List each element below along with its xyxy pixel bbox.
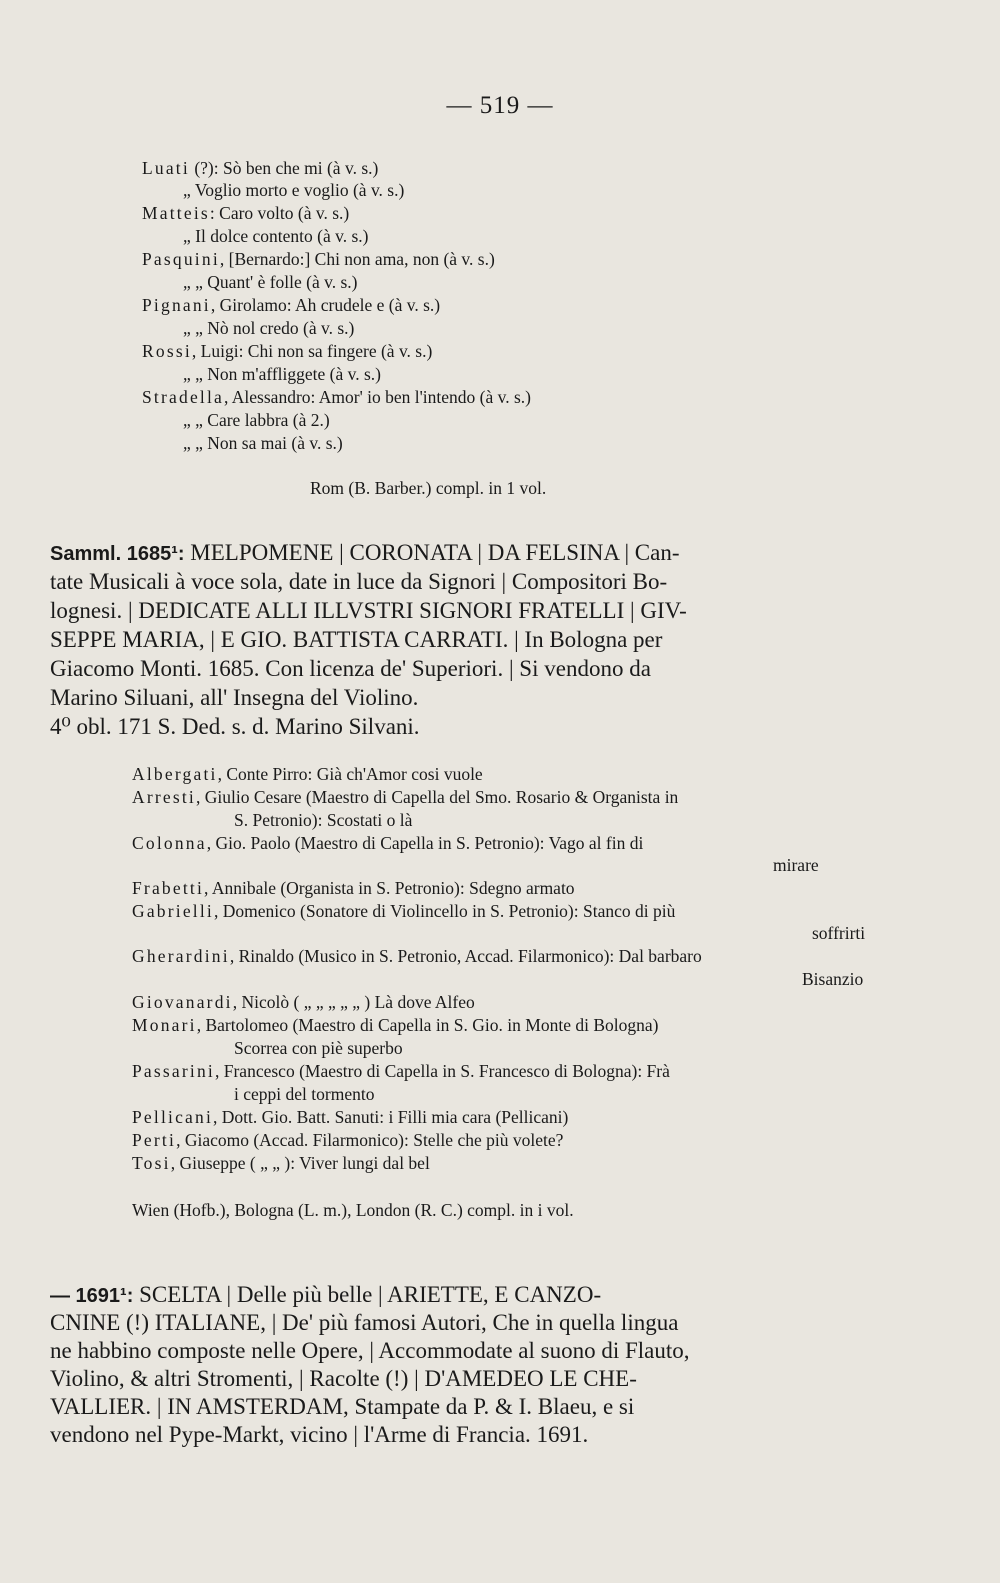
entry-text: : Caro volto (à v. s.) xyxy=(209,203,350,223)
sammlung-title-line: — 1691¹: SCELTA | Delle più belle | ARIETTE, E CANZO- xyxy=(50,1282,602,1307)
composer-name: Luati xyxy=(142,158,190,178)
list-item xyxy=(183,318,354,338)
sammlung-title-line: Marino Siluani, all' Insegna del Violino. xyxy=(50,685,419,710)
library-location: Wien (Hofb.), Bologna (L. m.), London (R. C.) compl. in i vol. xyxy=(132,1200,574,1220)
entry-text: „ „ Care labbra (à 2.) xyxy=(183,410,330,430)
composer-name: Matteis xyxy=(142,203,210,223)
sammlung-title-line: VALLIER. | IN AMSTERDAM, Stampate da P. & I. Blaeu, e si xyxy=(50,1394,635,1419)
list-item-cont: i ceppi del tormento xyxy=(234,1084,375,1104)
entry-text: „ Voglio morto e voglio (à v. s.) xyxy=(183,180,405,200)
list-item xyxy=(183,364,381,384)
sammlung-title-line: lognesi. | DEDICATE ALLI ILLVSTRI SIGNORI FRATELLI | GIV- xyxy=(50,598,687,623)
entry-text: , Luigi: Chi non sa fingere (à v. s.) xyxy=(191,341,433,361)
entry-text: „ „ Non sa mai (à v. s.) xyxy=(183,433,343,453)
list-item-cont: mirare xyxy=(773,855,819,875)
sammlung-label: — 1691¹: xyxy=(50,1285,134,1307)
sammlung-format-line: 4⁰ obl. 171 S. Ded. s. d. Marino Silvani. xyxy=(50,714,420,739)
list-item xyxy=(183,180,404,200)
entry-text: , Alessandro: Amor' io ben l'intendo (à v. s.) xyxy=(224,387,532,407)
list-item: Monari, Bartolomeo (Maestro di Capella in S. Gio. in Monte di Bologna) xyxy=(132,1015,659,1035)
list-item: Giovanardi, Nicolò ( „ „ „ „ „ ) Là dove Alfeo xyxy=(132,992,475,1012)
list-item: Albergati, Conte Pirro: Già ch'Amor cosi vuole xyxy=(132,764,483,784)
sammlung-title-line: vendono nel Pype-Markt, vicino | l'Arme di Francia. 1691. xyxy=(50,1422,589,1447)
list-item xyxy=(142,387,531,407)
list-item xyxy=(142,249,495,269)
entry-text: „ „ Quant' è folle (à v. s.) xyxy=(183,272,358,292)
composer-name: Stradella xyxy=(142,387,224,407)
sammlung-title-line: CNINE (!) ITALIANE, | De' più famosi Autori, Che in quella lingua xyxy=(50,1310,679,1335)
sammlung-title-line: tate Musicali à voce sola, date in luce da Signori | Compositori Bo- xyxy=(50,569,668,594)
list-item xyxy=(142,295,440,315)
entry-text: „ „ Non m'affliggete (à v. s.) xyxy=(183,364,382,384)
list-item: Frabetti, Annibale (Organista in S. Petronio): Sdegno armato xyxy=(132,878,575,898)
list-item xyxy=(183,272,358,292)
composer-name: Rossi xyxy=(142,341,192,361)
list-item-cont: soffrirti xyxy=(812,923,866,943)
sammlung-title-line: Giacomo Monti. 1685. Con licenza de' Superiori. | Si vendono da xyxy=(50,656,651,681)
sammlung-title-line: Violino, & altri Stromenti, | Racolte (!) | D'AMEDEO LE CHE- xyxy=(50,1366,637,1391)
list-item xyxy=(142,158,378,178)
page-number: — 519 — xyxy=(446,92,554,119)
list-item xyxy=(142,341,432,361)
list-item: Gherardini, Rinaldo (Musico in S. Petronio, Accad. Filarmonico): Dal barbaro xyxy=(132,946,702,966)
list-item: Perti, Giacomo (Accad. Filarmonico): Stelle che più volete? xyxy=(132,1130,564,1150)
list-item: Colonna, Gio. Paolo (Maestro di Capella in S. Petronio): Vago al fin di xyxy=(132,833,644,853)
entry-text: , Girolamo: Ah crudele e (à v. s.) xyxy=(210,295,441,315)
composer-name: Pasquini xyxy=(142,249,220,269)
list-item: Passarini, Francesco (Maestro di Capella in S. Francesco di Bologna): Frà xyxy=(132,1061,670,1081)
entry-text: „ Il dolce contento (à v. s.) xyxy=(183,226,369,246)
list-item xyxy=(183,410,330,430)
library-location: Rom (B. Barber.) compl. in 1 vol. xyxy=(310,478,547,498)
list-item xyxy=(183,226,368,246)
list-item xyxy=(142,203,349,223)
list-item xyxy=(183,433,343,453)
list-item-cont: Bisanzio xyxy=(802,969,864,989)
sammlung-title-line: SEPPE MARIA, | E GIO. BATTISTA CARRATI. | In Bologna per xyxy=(50,627,663,652)
list-item: Gabrielli, Domenico (Sonatore di Violincello in S. Petronio): Stanco di più xyxy=(132,901,676,921)
entry-text: (?): Sò ben che mi (à v. s.) xyxy=(189,158,379,178)
list-item: Arresti, Giulio Cesare (Maestro di Capella del Smo. Rosario & Organista in xyxy=(132,787,679,807)
composer-name: Pignani xyxy=(142,295,211,315)
list-item-cont: Scorrea con piè superbo xyxy=(234,1038,403,1058)
list-item: Tosi, Giuseppe ( „ „ ): Viver lungi dal bel xyxy=(132,1153,430,1173)
entry-text: „ „ Nò nol credo (à v. s.) xyxy=(183,318,355,338)
sammlung-title-line: Samml. 1685¹: MELPOMENE | CORONATA | DA FELSINA | Can- xyxy=(50,540,680,565)
sammlung-label: Samml. 1685¹: xyxy=(50,543,185,565)
list-item-cont: S. Petronio): Scostati o là xyxy=(234,810,413,830)
sammlung-title-line: ne habbino composte nelle Opere, | Accommodate al suono di Flauto, xyxy=(50,1338,690,1363)
list-item: Pellicani, Dott. Gio. Batt. Sanuti: i Filli mia cara (Pellicani) xyxy=(132,1107,569,1127)
entry-text: , [Bernardo:] Chi non ama, non (à v. s.) xyxy=(219,249,495,269)
